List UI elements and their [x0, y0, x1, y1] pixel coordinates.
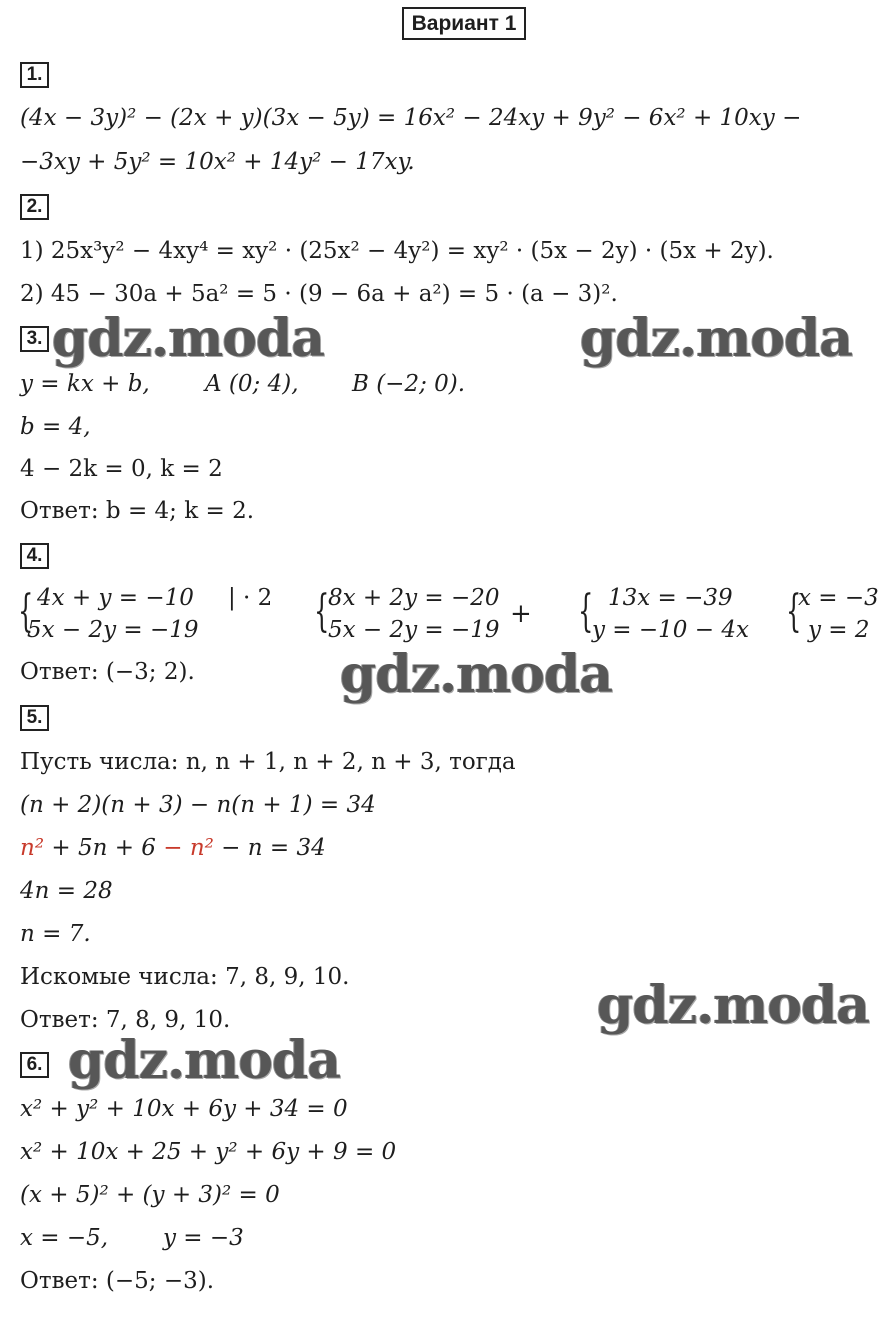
problem-6-line-4a: x = −5, [20, 1225, 109, 1251]
system-4-eq-1: x = −3 [798, 585, 879, 611]
system-1-eq-1: 4x + y = −10 [37, 585, 194, 611]
cancelled-term-2: − n² [163, 835, 214, 861]
system-2-plus-sign: + [510, 599, 532, 629]
system-4-eq-2: y = 2 [808, 617, 870, 643]
problem-4-number: 4. [20, 543, 49, 569]
problem-3-number: 3. [20, 326, 49, 352]
watermark-4: gdz.moda [597, 975, 870, 1036]
cancelled-term-1: n² [20, 835, 45, 861]
problem-5-line-6: Искомые числа: 7, 8, 9, 10. [20, 964, 350, 990]
watermark-1: gdz.moda [52, 308, 325, 369]
line-3-end: − n = 34 [213, 835, 326, 861]
watermark-2: gdz.moda [580, 308, 853, 369]
problem-6-line-4b: y = −3 [163, 1225, 244, 1251]
problem-3-line-3: 4 − 2k = 0, k = 2 [20, 456, 223, 482]
system-3-eq-2: y = −10 − 4x [592, 617, 749, 643]
system-2-eq-1: 8x + 2y = −20 [328, 585, 500, 611]
problem-2-number: 2. [20, 194, 49, 220]
problem-2-line-1: 1) 25x³y² − 4xy⁴ = xy² · (25x² − 4y²) = xy² · (5x − 2y) · (5x + 2y). [20, 238, 774, 264]
system-1-multiplier: | · 2 [228, 585, 273, 611]
problem-2-line-2: 2) 45 − 30a + 5a² = 5 · (9 − 6a + a²) = 5 · (a − 3)². [20, 281, 618, 307]
problem-3-equation: y = kx + b, [20, 371, 150, 397]
problem-5-line-2: (n + 2)(n + 3) − n(n + 1) = 34 [20, 792, 376, 818]
problem-6-line-3: (x + 5)² + (y + 3)² = 0 [20, 1182, 280, 1208]
problem-3-point-a: A (0; 4), [205, 371, 299, 397]
problem-6-line-2: x² + 10x + 25 + y² + 6y + 9 = 0 [20, 1139, 397, 1165]
watermark-3: gdz.moda [340, 644, 613, 705]
problem-3-point-b: B (−2; 0). [352, 371, 466, 397]
problem-5-answer: Ответ: 7, 8, 9, 10. [20, 1007, 231, 1033]
system-1-eq-2: 5x − 2y = −19 [27, 617, 199, 643]
system-4-brace: { [786, 586, 802, 637]
problem-1-line-2: −3xy + 5y² = 10x² + 14y² − 17xy. [20, 149, 415, 175]
problem-1-number: 1. [20, 62, 49, 88]
problem-5-line-1: Пусть числа: n, n + 1, n + 2, n + 3, тогда [20, 749, 516, 775]
system-3-brace: { [578, 586, 594, 637]
problem-6-answer: Ответ: (−5; −3). [20, 1268, 215, 1294]
problem-5-line-5: n = 7. [20, 921, 91, 947]
problem-3-answer: Ответ: b = 4; k = 2. [20, 498, 255, 524]
watermark-5: gdz.moda [68, 1030, 341, 1091]
system-1-brace: { [18, 586, 34, 637]
problem-5-line-4: 4n = 28 [20, 878, 113, 904]
system-3-eq-1: 13x = −39 [608, 585, 733, 611]
problem-5-line-3 [20, 834, 326, 862]
system-2-eq-2: 5x − 2y = −19 [328, 617, 500, 643]
variant-title: Вариант 1 [402, 7, 526, 40]
problem-5-number: 5. [20, 705, 49, 731]
problem-1-line-1: (4x − 3y)² − (2x + y)(3x − 5y) = 16x² − 24xy + 9y² − 6x² + 10xy − [20, 105, 802, 131]
problem-4-answer: Ответ: (−3; 2). [20, 659, 195, 685]
problem-3-line-2: b = 4, [20, 414, 91, 440]
problem-6-line-1: x² + y² + 10x + 6y + 34 = 0 [20, 1096, 348, 1122]
problem-6-number: 6. [20, 1052, 49, 1078]
line-3-middle: + 5n + 6 [44, 835, 164, 861]
system-2-brace: { [314, 586, 330, 637]
